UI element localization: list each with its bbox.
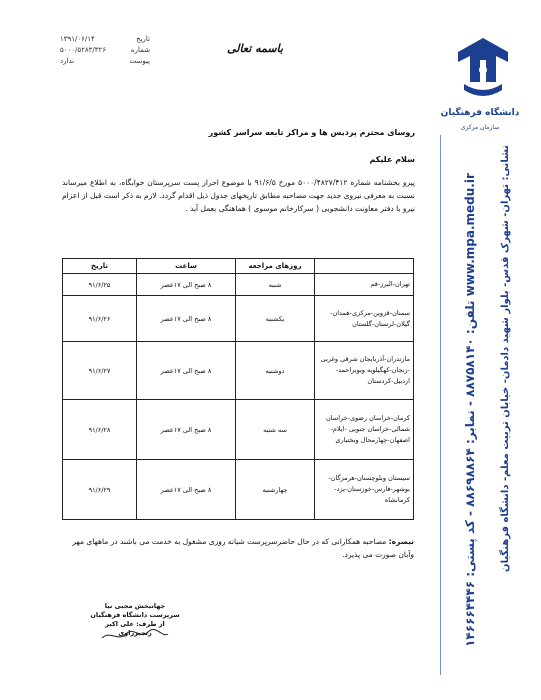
- signer-by-order: از طرف: علی اکبر رنجبرزاوی: [105, 620, 165, 637]
- greeting: سلام علیکم: [369, 155, 415, 164]
- cell-day: یکشنبه: [236, 296, 315, 342]
- signer-name: جهانبخش محبی نیا: [104, 602, 166, 610]
- table-row: [63, 400, 414, 460]
- table-row: [63, 460, 414, 520]
- cell-hours: ۸ صبح الی ۱۷عصر: [137, 460, 236, 520]
- sidebar-divider: [440, 135, 441, 675]
- table-row: [63, 342, 414, 400]
- signature-scribble-icon: [100, 628, 170, 642]
- header-day: روزهای مراجعه: [236, 259, 315, 274]
- signer-title: سرپرست دانشگاه فرهنگیان: [90, 611, 180, 619]
- letter-meta: [60, 34, 150, 67]
- cell-day: دوشنبه: [236, 342, 315, 400]
- logo-caption: دانشگاه فرهنگیان: [440, 108, 520, 118]
- cell-day: چهارشنبه: [236, 460, 315, 520]
- meta-attachment-value: ندارد: [60, 57, 75, 65]
- meta-date-value: ۱۳۹۱/۰۶/۱۴: [60, 35, 95, 43]
- meta-number: [60, 45, 150, 56]
- table-row: [63, 296, 414, 342]
- cell-date: ۹۱/۶/۲۶: [63, 296, 137, 342]
- basmala-heading: باسمه تعالی: [227, 42, 283, 55]
- header-region: [315, 259, 414, 274]
- cell-region: سمنان-قزوین-مرکزی-همدان-گیلان-لرستان-گلستان: [315, 296, 414, 342]
- meta-date-label: تاریخ: [136, 35, 150, 43]
- schedule-table: [62, 258, 414, 520]
- cell-date: ۹۱/۶/۲۷: [63, 342, 137, 400]
- sidebar-contacts: تلفن: ۸۸۷۵۸۱۴۰ - نمابر: ۸۸۶۹۸۸۶۴ - کد پستی: ۱۴۶۶۶۴۴۴۶ www.mpa.medu.ir: [463, 173, 477, 647]
- cell-date: ۹۱/۶/۲۹: [63, 460, 137, 520]
- meta-number-label: شماره: [130, 46, 150, 54]
- cell-region: کرمان-خراسان رضوی-خراسان شمالی-خراسان جنوبی -ایلام-اصفهان-چهارمحال وبختیاری: [315, 400, 414, 460]
- meta-date: [60, 34, 150, 45]
- header-hours: ساعت: [137, 259, 236, 274]
- note-paragraph: [62, 535, 414, 561]
- cell-hours: ۸ صبح الی ۱۷عصر: [137, 342, 236, 400]
- meta-number-value: ۵۰۰۰/۵۲۸۳/۳۲۶: [60, 46, 107, 54]
- logo-subcaption: سازمان مرکزی: [460, 124, 500, 131]
- table-row: [63, 274, 414, 296]
- header-date: تاریخ: [63, 259, 137, 274]
- cell-hours: ۸ صبح الی ۱۷عصر: [137, 274, 236, 296]
- cell-date: ۹۱/۶/۲۸: [63, 400, 137, 460]
- cell-region: سیستان وبلوچستان-هرمزگان-بوشهر-فارس-خوزستان-یزد-کرمانشاه: [315, 460, 414, 520]
- university-logo-icon: [452, 32, 514, 102]
- sidebar-address: نشانی: تهران- شهرک قدس- بلوار شهید دادمان- خیابان تربیت معلم- دانشگاه فرهنگیان: [500, 145, 511, 572]
- cell-day: سه شنبه: [236, 400, 315, 460]
- table-header-row: [63, 259, 414, 274]
- note-text: مصاحبه همکارانی که در حال حاضرسرپرست شبانه روزی مشغول به خدمت می باشند در ماههای مهر وآبان صورت می پذیرد.: [72, 537, 414, 559]
- cell-hours: ۸ صبح الی ۱۷عصر: [137, 296, 236, 342]
- letter-body: پیرو بخشنامه شماره ۵۰۰۰/۴۸۲۷/۴۱۲ مورخ ۹۱/۶/۵ با موضوع احراز پست سرپرستان خوابگاه، به اطلاع میرساند نسبت به معرفی نیروی جدید جهت مصاحبه مطابق تاریخهای جدول ذیل اقدام گردد. لازم به ذکر است قبل از اعزام نیرو با دفتر معاونت دانشجویی ( سرکارخانم موسوی ) هماهنگی بعمل آید .: [62, 178, 416, 213]
- cell-day: شنبه: [236, 274, 315, 296]
- cell-region: مازندران-آذربایجان شرقی وغربی -زنجان-کهگیلویه وبویراحمد-اردبیل-کردستان: [315, 342, 414, 400]
- meta-attachment: [60, 56, 150, 67]
- cell-region: تهران-البرز-قم: [315, 274, 414, 296]
- addressee: روسای محترم پردیس ها و مراکز تابعه سراسر کشور: [208, 128, 415, 137]
- cell-hours: ۸ صبح الی ۱۷عصر: [137, 400, 236, 460]
- meta-attachment-label: پیوست: [129, 57, 150, 65]
- cell-date: ۹۱/۶/۲۵: [63, 274, 137, 296]
- note-label: تبصره:: [388, 537, 414, 546]
